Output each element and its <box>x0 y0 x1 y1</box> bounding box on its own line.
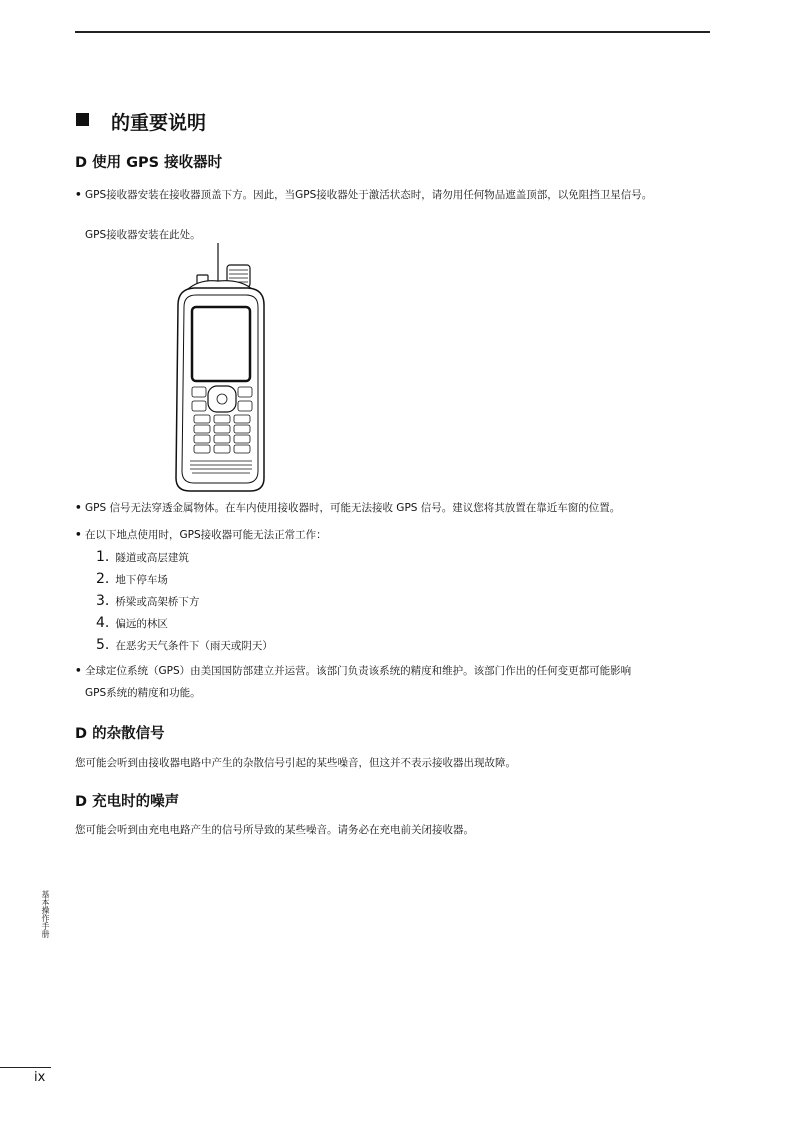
bullet-dot-icon: • <box>75 502 82 514</box>
radio-illustration <box>160 243 270 493</box>
list-number: 4. <box>96 615 110 631</box>
list-item <box>96 546 273 568</box>
charging-text: 您可能会听到由充电电路产生的信号所导致的某些噪音。请务必在充电前关闭接收器。 <box>75 824 474 836</box>
bullet-dot-icon: • <box>75 189 82 201</box>
list-text: 地下停车场 <box>115 574 168 586</box>
page-number: ix <box>34 1070 46 1085</box>
list-item <box>96 590 273 612</box>
list-number: 1. <box>96 549 110 565</box>
list-text: 偏远的林区 <box>115 618 168 630</box>
gps-bullet-2 <box>75 497 715 519</box>
list-text: 在恶劣天气条件下（雨天或阴天） <box>115 640 273 652</box>
list-text: 隧道或高层建筑 <box>115 552 189 564</box>
gps-bullet-1 <box>75 184 715 206</box>
gps-bullet-4-line2: GPS系统的精度和功能。 <box>85 687 201 699</box>
list-text: 桥梁或高架桥下方 <box>115 596 200 608</box>
list-number: 2. <box>96 571 110 587</box>
gps-caption: GPS接收器安装在此处。 <box>85 229 201 241</box>
list-item <box>96 568 273 590</box>
gps-bullet-3-text: 在以下地点使用时，GPS接收器可能无法正常工作： <box>85 529 327 541</box>
square-bullet-icon <box>76 113 89 126</box>
list-number: 3. <box>96 593 110 609</box>
gps-bullet-2-text: GPS 信号无法穿透金属物体。在车内使用接收器时，可能无法接收 GPS 信号。建议您将其放置在靠近车窗的位置。 <box>85 502 621 514</box>
gps-bullet-1-text: GPS接收器安装在接收器顶盖下方。因此，当GPS接收器处于激活状态时，请勿用任何物品遮盖顶部，以免阻挡卫星信号。 <box>85 189 653 201</box>
section-title-text: 的重要说明 <box>111 112 207 134</box>
bottom-rule <box>0 1067 51 1068</box>
noise-text: 您可能会听到由接收器电路中产生的杂散信号引起的某些噪音，但这并不表示接收器出现故障。 <box>75 757 516 769</box>
charging-heading: D 充电时的噪声 <box>75 794 180 810</box>
location-list <box>96 546 273 656</box>
bullet-dot-icon: • <box>75 665 82 677</box>
list-item <box>96 612 273 634</box>
top-rule <box>75 31 710 33</box>
bullet-dot-icon: • <box>75 529 82 541</box>
gps-bullet-4-line1: 全球定位系统（GPS）由美国国防部建立并运营。该部门负责该系统的精度和维护。该部门作出的任何变更都可能影响 <box>85 665 632 677</box>
list-number: 5. <box>96 637 110 653</box>
noise-heading: D 的杂散信号 <box>75 726 165 742</box>
gps-bullet-4 <box>75 660 715 704</box>
side-label: 基本操作手册 <box>41 890 50 938</box>
list-item <box>96 634 273 656</box>
gps-heading: D 使用 GPS 接收器时 <box>75 155 223 171</box>
gps-bullet-3 <box>75 524 715 546</box>
section-title <box>76 108 206 135</box>
